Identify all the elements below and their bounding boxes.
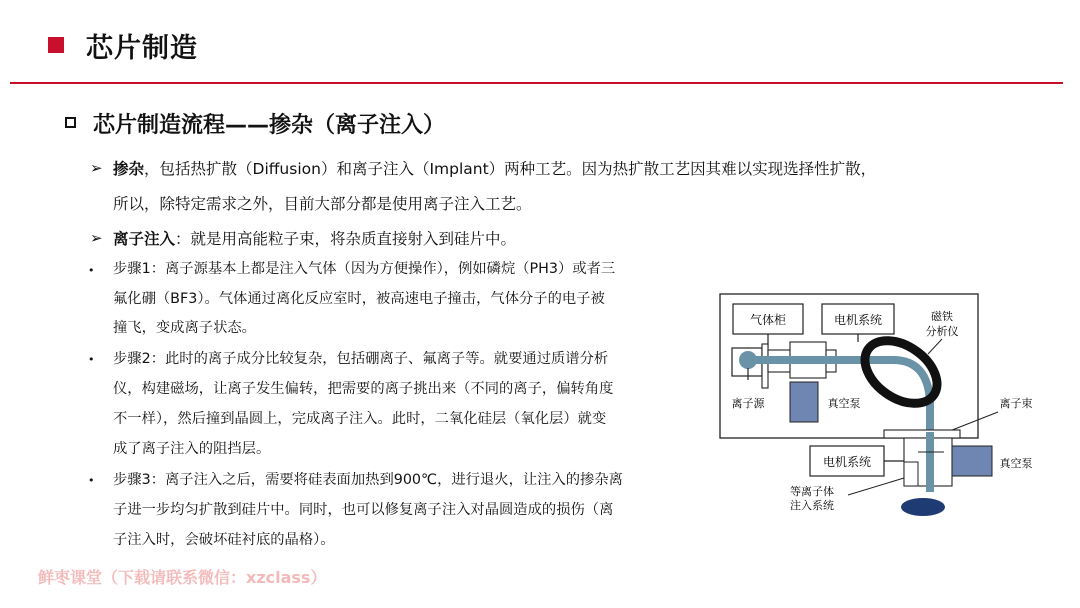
- magnet-ring: [853, 328, 948, 416]
- section-bullet-icon: [65, 117, 76, 128]
- step3-line1: 步骤3：离子注入之后，需要将硅表面加热到900℃，进行退火，让注入的掺杂离: [113, 472, 623, 488]
- bullet-implant: [113, 227, 516, 249]
- title-divider: [10, 82, 1063, 84]
- bullet-doping-term: 掺杂: [113, 160, 145, 178]
- title-marker: [48, 37, 64, 53]
- motor-system-top-label: 电机系统: [833, 313, 883, 327]
- vacuum-pump-right-label: 真空泵: [999, 457, 1033, 470]
- ion-implanter-diagram: [718, 292, 1070, 522]
- page-title: 芯片制造: [86, 33, 198, 64]
- vacuum-pump-right: [952, 446, 992, 476]
- arrow-bullet-icon: ➢: [90, 159, 103, 177]
- motor-system-bottom-label: 电机系统: [822, 455, 872, 469]
- footer-watermark: 鲜枣课堂（下载请联系微信：xzclass）: [38, 568, 327, 587]
- step2-line4: 成了离子注入的阻挡层。: [113, 441, 271, 457]
- step1-line2: 氟化硼（BF3）。气体通过离化反应室时，被高速电子撞击，气体分子的电子被: [113, 291, 605, 307]
- ion-source-label: 离子源: [731, 397, 765, 410]
- plasma-label-2: 注入系统: [790, 499, 834, 512]
- section-title: 芯片制造流程——掺杂（离子注入）: [93, 113, 446, 138]
- vacuum-pump-left: [790, 382, 818, 422]
- ion-beam-label: 离子束: [999, 397, 1033, 410]
- step1-line3: 撞飞，变成离子状态。: [113, 320, 256, 336]
- step3-line3: 子注入时，会破坏硅衬底的晶格）。: [113, 532, 335, 548]
- step-dot-icon: •: [88, 474, 95, 487]
- step2-line3: 不一样），然后撞到晶圆上，完成离子注入。此时，二氧化硅层（氧化层）就变: [113, 411, 607, 427]
- bullet-implant-text: ：就是用高能粒子束，将杂质直接射入到硅片中。: [175, 230, 517, 248]
- bullet-doping: [113, 157, 876, 179]
- bullet-doping-text: ，包括热扩散（Diffusion）和离子注入（Implant）两种工艺。因为热扩散工艺因其难以实现选择性扩散，: [144, 160, 877, 178]
- step-dot-icon: •: [88, 264, 95, 277]
- bullet-doping-cont: 所以，除特定需求之外，目前大部分都是使用离子注入工艺。: [113, 195, 532, 213]
- vacuum-pump-left-label: 真空泵: [827, 397, 861, 410]
- step2-line2: 仪，构建磁场，让离子发生偏转，把需要的离子挑出来（不同的离子，偏转角度: [113, 381, 614, 397]
- bullet-implant-term: 离子注入: [113, 230, 176, 248]
- step2-line1: 步骤2：此时的离子成分比较复杂，包括硼离子、氟离子等。就要通过质谱分析: [113, 351, 609, 367]
- wafer: [901, 498, 945, 516]
- step1-line1: 步骤1：离子源基本上都是注入气体（因为方便操作），例如磷烷（PH3）或者三: [113, 261, 616, 277]
- plasma-label-1: 等离子体: [790, 485, 834, 498]
- step-dot-icon: •: [88, 353, 95, 366]
- step3-line2: 子进一步均匀扩散到硅片中。同时，也可以修复离子注入对晶圆造成的损伤（离: [113, 502, 614, 518]
- arrow-bullet-icon: ➢: [90, 229, 103, 247]
- magnet-label-2: 分析仪: [925, 325, 959, 338]
- magnet-label-1: 磁铁: [931, 310, 953, 323]
- gas-cabinet-label: 气体柜: [749, 313, 787, 327]
